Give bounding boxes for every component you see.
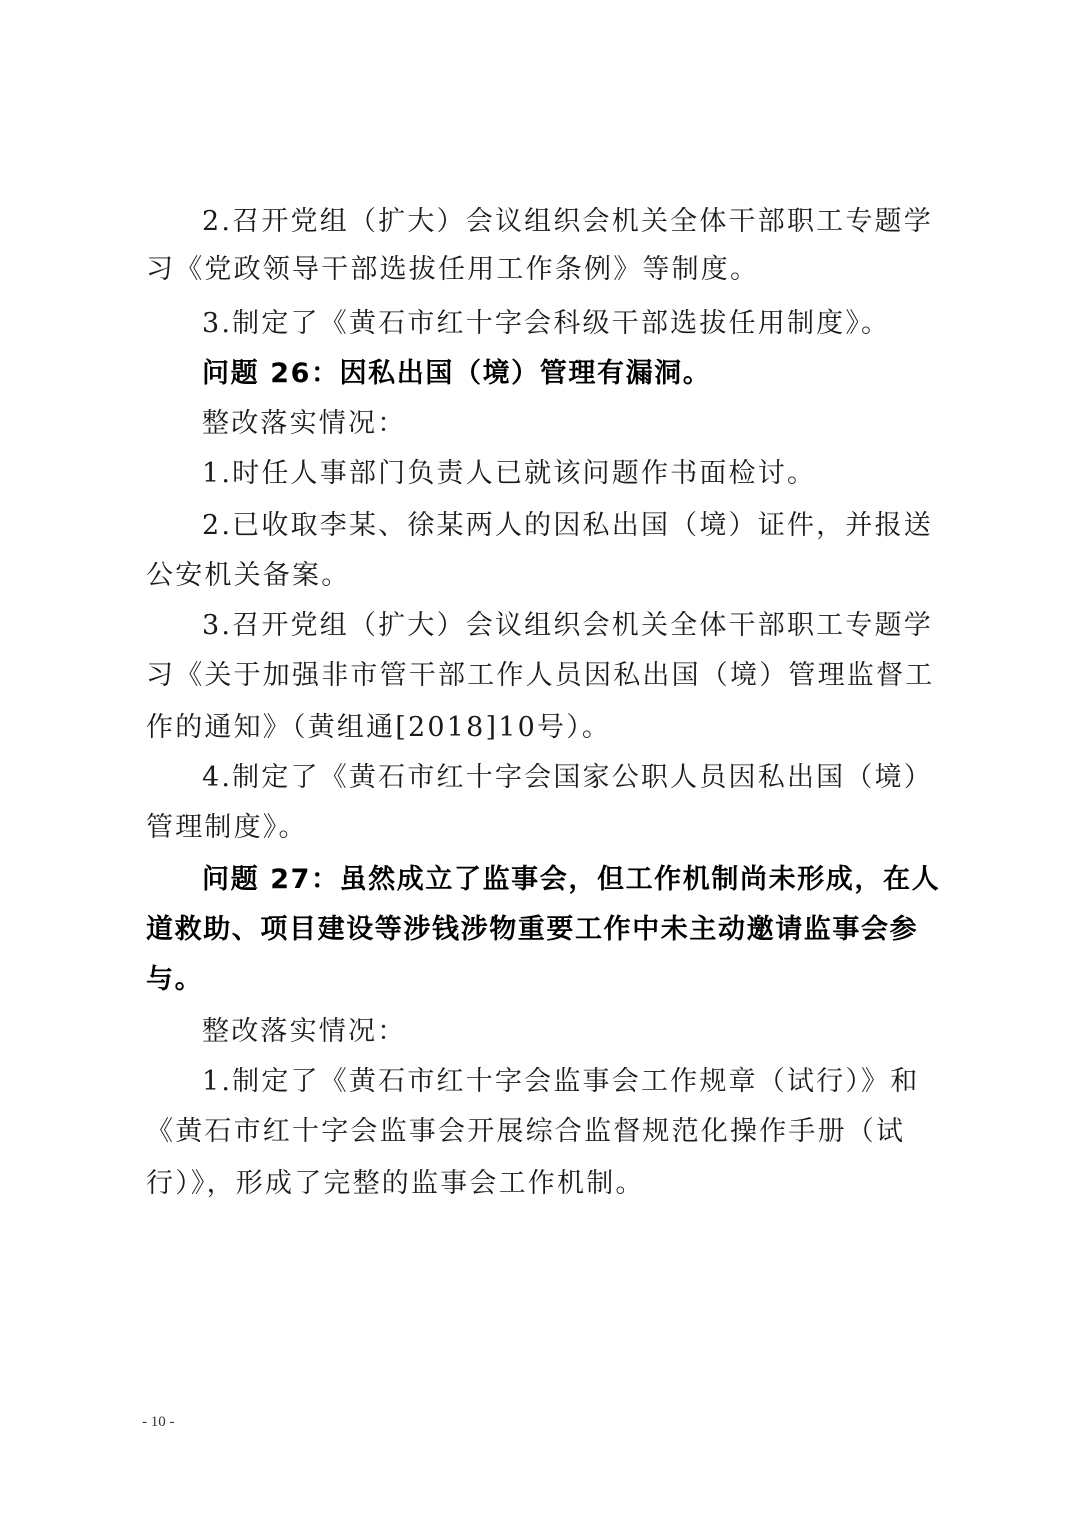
- issue-heading: 问题 26：因私出国（境）管理有漏洞。: [202, 358, 712, 389]
- text-line: 习《党政领导干部选拔任用工作条例》等制度。: [146, 254, 760, 285]
- text-line: 作的通知》（黄组通[2018]10号）。: [146, 712, 612, 743]
- section-label: 整改落实情况：: [202, 408, 407, 439]
- issue-heading: 问题 27：虽然成立了监事会，但工作机制尚未形成，在人: [202, 864, 941, 895]
- text-line: 公安机关备案。: [146, 560, 351, 591]
- issue-heading: 与。: [146, 964, 204, 995]
- text-line: 2.召开党组（扩大）会议组织会机关全体干部职工专题学: [202, 206, 933, 237]
- text-line: 《黄石市红十字会监事会开展综合监督规范化操作手册（试: [146, 1116, 906, 1147]
- text-line: 1.时任人事部门负责人已就该问题作书面检讨。: [202, 458, 817, 489]
- text-line: 2.已收取李某、徐某两人的因私出国（境）证件，并报送: [202, 510, 933, 541]
- text-line: 行）》，形成了完整的监事会工作机制。: [146, 1168, 645, 1199]
- text-line: 1.制定了《黄石市红十字会监事会工作规章（试行）》和: [202, 1066, 920, 1097]
- issue-heading: 道救助、项目建设等涉钱涉物重要工作中未主动邀请监事会参: [146, 914, 919, 945]
- text-line: 3.召开党组（扩大）会议组织会机关全体干部职工专题学: [202, 610, 933, 641]
- section-label: 整改落实情况：: [202, 1016, 407, 1047]
- text-line: 4.制定了《黄石市红十字会国家公职人员因私出国（境）: [202, 762, 933, 793]
- text-line: 习《关于加强非市管干部工作人员因私出国（境）管理监督工: [146, 660, 935, 691]
- page-number: - 10 -: [142, 1414, 175, 1430]
- text-line: 3.制定了《黄石市红十字会科级干部选拔任用制度》。: [202, 308, 891, 339]
- text-line: 管理制度》。: [146, 812, 308, 843]
